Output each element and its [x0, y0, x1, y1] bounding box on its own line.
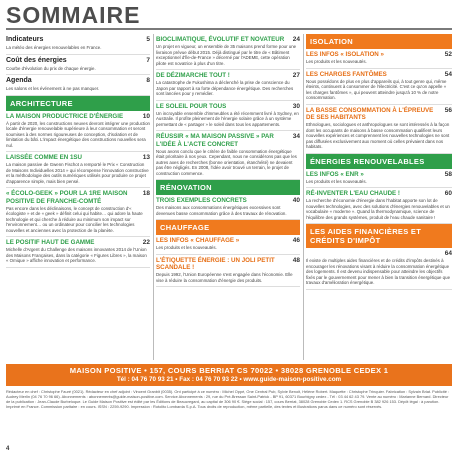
entry-header — [306, 71, 452, 78]
entry-title: LES INFOS « ISOLATION » — [306, 51, 384, 58]
entry-summary: Il existe de multiples aides financières et de crédits d'impôts destinés à encourager les rénovations visant à réduire la consommation énergétique des logements. Il est devenu indispensable pour atteindre les objectifs fixés par le gouvernement pour mener à bien la transition énergétique que travaux d'amélioration énergétique. — [306, 258, 451, 286]
entry-page-number: 8 — [146, 77, 150, 85]
entry-summary: Nous avons conclu que le critère de faible consommation énergétique était prioritaire à nos yeux. Cependant, nous ne considérons pas que les autres axes de recherches (bonne orientation, étanchéité) ne devaient pas être négligés. En 2008, l'idée avoir trouvé un terrain, le projet de construction commence. — [156, 148, 297, 176]
section-band: ÉNERGIES RENOUVELABLES — [306, 154, 452, 169]
entry-header — [306, 51, 452, 58]
entry-header — [6, 57, 150, 65]
section-band: CHAUFFAGE — [156, 220, 300, 235]
contents-entry[interactable] — [156, 235, 300, 255]
section-band: ARCHITECTURE — [6, 96, 150, 111]
section-band: RÉNOVATION — [156, 180, 300, 195]
entry-page-number: 10 — [142, 112, 150, 120]
contents-entry[interactable] — [6, 152, 150, 188]
entry-title: DE DÉZIMARCHE TOUT ! — [156, 72, 230, 80]
entry-title: Coût des énergies — [6, 56, 67, 64]
entry-summary: Courbe d'évolution du prix de chaque énergie. — [6, 65, 96, 71]
entry-title: Agenda — [6, 77, 32, 85]
entry-title: LA MAISON PRODUCTRICE D'ÉNERGIE — [6, 112, 124, 120]
entry-summary: Michelle d'Argent du Challenge des maisons innovantes 2014 de l'Union des Maisons Françaises, dans la catégorie « Figures Libres », la maison « Omique » affiche innovation et performance. — [6, 247, 147, 264]
entry-page-number: 30 — [292, 102, 300, 110]
entry-page-number: 64 — [444, 250, 452, 258]
entry-page-number: 24 — [292, 36, 300, 43]
contents-entry[interactable] — [306, 169, 452, 189]
entry-summary: Les produits et les nouveautés. — [306, 59, 367, 65]
page-title: SOMMAIRE — [6, 2, 141, 28]
entry-title: Indicateurs — [6, 36, 44, 43]
entry-page-number: 54 — [444, 70, 452, 78]
column-3 — [306, 34, 452, 362]
contents-entry[interactable] — [6, 55, 150, 76]
entry-header — [156, 103, 300, 110]
entry-title: LAISSÉE COMME EN 1SU — [6, 154, 82, 162]
entry-title: TROIS EXEMPLES CONCRETS — [156, 197, 247, 205]
contents-entry[interactable] — [156, 131, 300, 180]
entry-summary: La catastrophe de Fukushima a déclenché la prise de conscience du Japon par rapport à sa forte dépendance énergétique. Des recherches sont lancées pour y remédier. — [156, 80, 294, 97]
entry-page-number: 27 — [292, 72, 300, 80]
entry-summary: La météo des énergies renouvelables en France. — [6, 45, 102, 51]
contents-entry[interactable] — [156, 101, 300, 132]
entry-page-number: 13 — [142, 154, 150, 162]
column-2 — [156, 34, 300, 362]
entry-header — [306, 190, 452, 197]
entry-page-number: 52 — [444, 51, 452, 58]
entry-header — [6, 154, 150, 161]
entry-title: LES CHARGES FANTÔMES — [306, 70, 387, 78]
contents-entry[interactable] — [6, 188, 150, 237]
entry-title: LE SOLEIL POUR TOUS — [156, 102, 227, 110]
entry-page-number: 40 — [292, 197, 300, 205]
entry-summary: À partir de 2020, les constructions neuves devront intégrer une production locale d'énergie renouvelable supérieure à leur consommation et seront soumises à des normes rigoureuses de conception, d'isolation et de limitation du bâti. L'impact énergétique des constructions nouvelles sera nul. — [6, 120, 150, 148]
entry-header — [6, 36, 150, 44]
entry-title: L'ÉTIQUETTE ÉNERGIE : UN JOLI PETIT SCANDALE ! — [156, 256, 275, 271]
entry-header — [306, 250, 452, 257]
entry-summary: Les produits et les nouveautés. — [156, 245, 217, 251]
entry-summary: Depuis 1992, l'Union Européenne s'est engagée dans l'économie. Elle vise à réduire la consommation d'énergie des produits. — [156, 272, 293, 283]
contact-phone-web: Tél : 04 76 70 93 21 • Fax : 04 76 70 93 22 • www.guide-maison-positive.com — [116, 376, 342, 383]
entry-summary: Un incroyable ensemble d'immeubles a été récemment livré à Sydney, en Australie. Il profite pleinement de l'énergie solaire grâce à un système permettant de « partager » le soleil dans tous les appartements. — [156, 110, 299, 127]
contents-entry[interactable] — [156, 70, 300, 101]
page-number: 4 — [6, 446, 10, 452]
entry-header — [156, 72, 300, 79]
section-band: ISOLATION — [306, 34, 452, 49]
entry-summary: Ethnologues, sociologues et anthropologues se sont intéressés à la façon dont les occupants de maisons à basse consommation qualifient leurs nouvelles expériences et comprennent les nouvelles technologies ne sont pas diffusées exclusivement aux moment où celles prévaient dans nos habitats. — [306, 122, 450, 149]
entry-header — [156, 197, 300, 204]
entry-page-number: 7 — [146, 56, 150, 64]
entry-header — [306, 107, 452, 121]
entry-summary: Les produits et les nouveautés. — [306, 178, 367, 184]
entry-title: LES INFOS « CHAUFFAGE » — [156, 237, 240, 245]
entry-summary: Pas encore dans les déclinaisons, le concept de construction d'« écologiste » et de « geek » définit celui qui habite… qui adore la haute technologie et qui cherche à réduire au minimum son impact sur l'environnement… ou un ordinateur pour concilier les technologies nouvelles et anciennes avec la protection de la planète. — [6, 205, 143, 233]
entry-page-number: 5 — [146, 36, 150, 43]
entry-summary: Les salons et les événement à ne pas manquer. — [6, 86, 100, 92]
contents-entry[interactable] — [306, 49, 452, 69]
entry-header — [156, 133, 300, 147]
entry-title: LE POSITIF HAUT DE GAMME — [6, 239, 95, 247]
entry-title: LES INFOS « ENR » — [306, 170, 364, 178]
entry-page-number: 34 — [292, 133, 300, 141]
contents-entry[interactable] — [306, 248, 452, 290]
entry-title: RÉUSSIR « MA MAISON PASSIVE » PAR L'IDÉE À L'ACTE CONCRET — [156, 133, 274, 148]
entry-header — [156, 36, 300, 43]
entry-header — [306, 171, 452, 178]
entry-summary: Nous possédons de plus en plus d'appareils qui, à tout genre qui, même éteints, continuent à consommer de l'électricité. C'est ce qu'on appelle « les charges fantômes », qui peuvent atteindre jusqu'à 10 % de notre consommation. — [306, 78, 447, 101]
entry-header — [6, 113, 150, 120]
contents-entry[interactable] — [306, 105, 452, 154]
entry-summary: La recherche d'économie d'énergie dans l'habitat apporte son lot de nouvelles technologies, avec des solutions d'énergies renouvelables et un vocabulaire « moderne ». Quand la thermodynamique, science de l'équilibre des grands systèmes, produit de l'eau chaude sanitaire ! — [306, 198, 450, 220]
contents-entry[interactable] — [156, 34, 300, 70]
entry-page-number: 46 — [292, 237, 300, 245]
entry-summary: La maison passive de Gwenn Fischot a remporté le Prix « Construction de Maisons Individuelles 2014 » qui récompense l'innovation constructive et la méthodologie des outils numériques utilisés pour produire ce projet d'apparence simple, mais bien pensé. — [6, 162, 149, 184]
column-1 — [6, 34, 150, 362]
entry-header — [6, 239, 150, 246]
title-rule — [6, 28, 452, 30]
contents-entry[interactable] — [156, 255, 300, 287]
section-band: LES AIDES FINANCIÈRES ET CRÉDITS D'IMPÔT — [306, 224, 452, 248]
entry-page-number: 18 — [142, 190, 150, 198]
entry-header — [156, 257, 300, 271]
entry-summary: Des maisons aux consommations énergétiques excessives sont devenues basse consommation grâce à des travaux de rénovation. — [156, 205, 287, 216]
contents-entry[interactable] — [6, 111, 150, 153]
entry-header — [6, 190, 150, 204]
credits-text: Rédacteur en chef : Christophe Fauré (0021). Rédacteur en chef adjoint : Vincent Granbit (0035). Ont participé à ce numéro : Michel Oppé, One Central Pub, Sylvie Benoit, Hélène Robert. Maquette : Christophe Trinquier. Fabrication : Sylvain Briat. Publicité : Audrey Merlin (04 76 70 96 66). Abonnements : abonnements@guide-maison-positive.com. Service Abonnements : 29, rue du Pré-Bressan Saint-Patrick - BP 91, 60371 Bourbigny cedex - Tél : 03 44 62 43 79. Vente au numéro : Marianne Bernard. Directeur de la publication : Jean-Claude Burbeloque. Le Guide Maison Positive est édité par les Éditions de Beaucregard, au capital de 306 90 €. Siège social : 157, cours Berriat, 38028 Grenoble Cedex 1. RCS Grenoble B 382 926 153. Dépôt légal : à parution. Imprimé en France. Commission paritaire : en cours. ISSN : 2259-9290. Impression : Rotolito Lombarda S.p.A. Tous droits de reproduction, même partielle, des textes et illustrations parus dans ce numéro sont réservés. — [6, 389, 450, 410]
contents-entry[interactable] — [306, 188, 452, 224]
entry-page-number: 56 — [444, 106, 452, 114]
entry-page-number: 48 — [292, 256, 300, 264]
entry-page-number: 22 — [142, 239, 150, 247]
contents-entry[interactable] — [306, 69, 452, 105]
contents-entry[interactable] — [156, 195, 300, 220]
entry-summary: Un projet en vigueur, un ensemble de 35 maisons prend forme pour une livraison prévue début 2015. Déjà distingué par le titre de « Bâtiment exceptionnel d'Île-de-France » décerné par l'ADEME, cette opération pilote est novatrice à plus d'un titre. — [156, 44, 297, 66]
entry-title: RÉ-INVENTER L'EAU CHAUDE ! — [306, 190, 400, 198]
contents-entry[interactable] — [6, 75, 150, 96]
contents-entry[interactable] — [6, 237, 150, 268]
entry-header — [156, 237, 300, 244]
entry-title: LA BASSE CONSOMMATION À L'ÉPREUVE DE SES HABITANTS — [306, 106, 434, 121]
entry-page-number: 60 — [444, 190, 452, 198]
contact-band — [6, 364, 452, 386]
contents-entry[interactable] — [6, 34, 150, 55]
entry-title: BIOCLIMATIQUE, ÉVOLUTIF ET NOVATEUR — [156, 36, 285, 43]
entry-page-number: 58 — [444, 170, 452, 178]
entry-header — [6, 77, 150, 85]
contents-columns — [6, 34, 452, 362]
entry-title: « ÉCOLO-GEEK » POUR LA 1RE MAISON POSITIVE DE FRANCHE-COMTÉ — [6, 190, 128, 205]
contact-address: MAISON POSITIVE • 157, COURS BERRIAT CS 70022 • 38028 GRENOBLE CEDEX 1 — [69, 366, 389, 375]
